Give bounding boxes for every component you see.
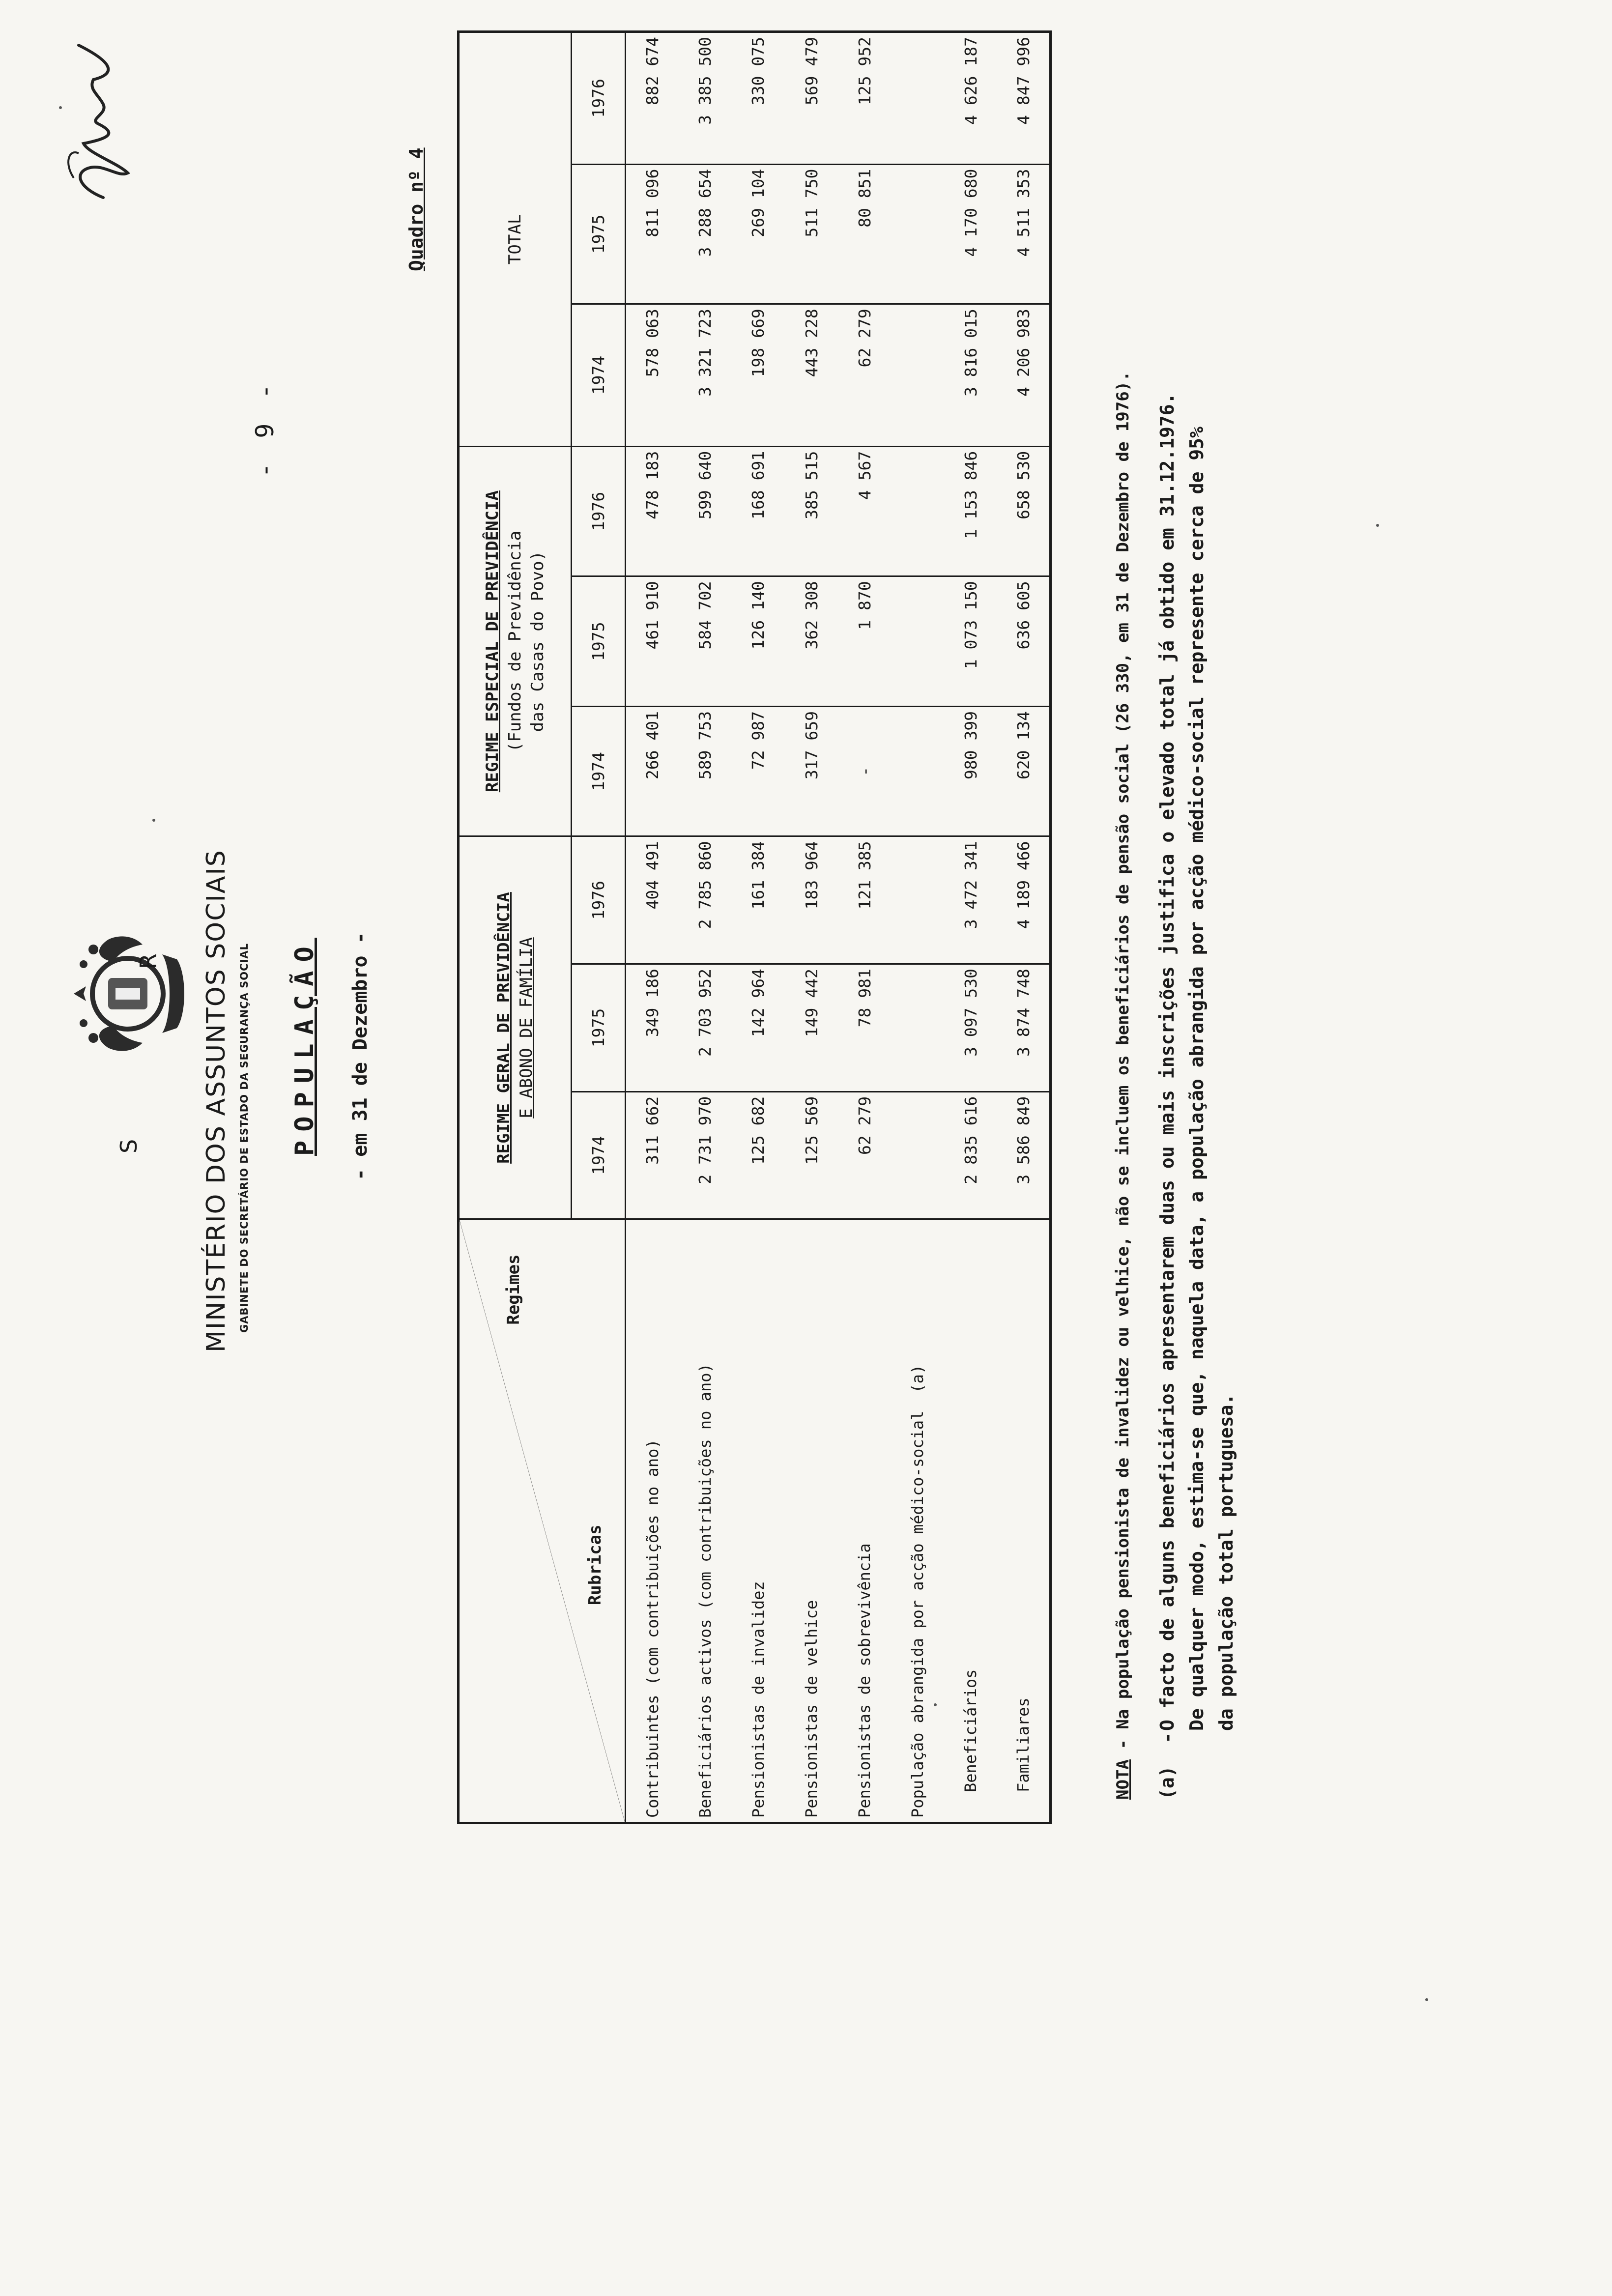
value-cell: 589 753	[679, 707, 732, 836]
value-cell: 2 835 616	[944, 1091, 997, 1219]
row-label: População abrangida por acção médico-social	[908, 1410, 927, 1818]
value-cell: 3 874 748	[997, 964, 1050, 1092]
value-cell	[891, 836, 944, 964]
table-row	[838, 32, 891, 1823]
row-label: Beneficiários	[961, 1669, 980, 1792]
row-label: Familiares	[1014, 1697, 1033, 1792]
value-cell: 269 104	[732, 164, 785, 304]
row-label: Contribuintes (com contribuições no ano)	[643, 1439, 662, 1818]
year-header: 1974	[572, 707, 626, 836]
value-cell: 125 682	[732, 1091, 785, 1219]
value-cell: 3 586 849	[997, 1091, 1050, 1219]
table-row	[944, 32, 997, 1823]
row-label: Pensionistas de velhice	[802, 1600, 821, 1818]
scan-speck	[934, 1703, 937, 1706]
value-cell: 125 952	[838, 32, 891, 165]
scan-speck	[1376, 524, 1379, 527]
value-cell: 478 183	[626, 446, 679, 576]
nota-line	[1113, 371, 1133, 1800]
value-cell: 149 442	[785, 964, 838, 1092]
value-cell: 599 640	[679, 446, 732, 576]
coat-of-arms-emblem	[64, 920, 197, 1067]
value-cell: 3 816 015	[944, 304, 997, 447]
header-left-letter: S	[115, 1137, 142, 1153]
population-table	[457, 30, 1052, 1824]
value-cell: 385 515	[785, 446, 838, 576]
nota-label: NOTA	[1113, 1759, 1133, 1800]
scan-speck	[152, 819, 155, 822]
value-cell: 4 170 680	[944, 164, 997, 304]
value-cell: 584 702	[679, 576, 732, 707]
value-cell: 72 987	[732, 707, 785, 836]
value-cell: 317 659	[785, 707, 838, 836]
corner-header-cell	[459, 1219, 626, 1823]
value-cell: 569 479	[785, 32, 838, 165]
group-header-total: TOTAL	[459, 32, 572, 447]
value-cell	[891, 707, 944, 836]
year-header: 1976	[572, 446, 626, 576]
year-header: 1974	[572, 1091, 626, 1219]
value-cell: 62 279	[838, 1091, 891, 1219]
scan-speck	[59, 106, 62, 109]
table-body	[626, 32, 1051, 1823]
value-cell: 125 569	[785, 1091, 838, 1219]
handwritten-signature	[59, 30, 143, 207]
value-cell: 2 785 860	[679, 836, 732, 964]
quadro-number: Quadro nº 4	[405, 147, 427, 271]
row-label-cell	[785, 1219, 838, 1823]
footnote-a-line2: De qualquer modo, estima-se que, naquela data, a população abrangida por acção médico-social represente cerca de 95%	[1186, 427, 1208, 1731]
nota-text: - Na população pensionista de invalidez ou velhice, não se incluem os beneficiários de pensão social (26 330, em 31 de Dezembro de 1976).	[1113, 371, 1133, 1760]
value-cell: 311 662	[626, 1091, 679, 1219]
value-cell: 404 491	[626, 836, 679, 964]
value-cell	[891, 164, 944, 304]
document-subtitle: - em 31 de Dezembro -	[349, 932, 372, 1180]
value-cell: 511 750	[785, 164, 838, 304]
footnote-a-line3: da população total portuguesa.	[1215, 1393, 1237, 1731]
row-label-cell	[891, 1219, 944, 1823]
year-header: 1975	[572, 576, 626, 707]
page-number: - 9 -	[251, 379, 279, 478]
footnote-a-line1: O facto de alguns beneficiários apresentarem duas ou mais inscrições justifica o elevado total já obtido em 31.12.1976.	[1156, 393, 1178, 1731]
value-cell: 1 153 846	[944, 446, 997, 576]
value-cell: 3 385 500	[679, 32, 732, 165]
value-cell: 80 851	[838, 164, 891, 304]
table-row	[785, 32, 838, 1823]
ministry-name: MINISTÉRIO DOS ASSUNTOS SOCIAIS	[202, 849, 231, 1352]
value-cell: 362 308	[785, 576, 838, 707]
value-cell	[891, 32, 944, 165]
value-cell: 161 384	[732, 836, 785, 964]
value-cell	[891, 1091, 944, 1219]
value-cell: 78 981	[838, 964, 891, 1092]
value-cell: 4 626 187	[944, 32, 997, 165]
value-cell: 980 399	[944, 707, 997, 836]
year-header: 1976	[572, 32, 626, 165]
value-cell: 882 674	[626, 32, 679, 165]
value-cell: 578 063	[626, 304, 679, 447]
value-cell: 636 605	[997, 576, 1050, 707]
cabinet-name: GABINETE DO SECRETÁRIO DE ESTADO DA SEGURANÇA SOCIAL	[238, 943, 250, 1333]
value-cell: 266 401	[626, 707, 679, 836]
value-cell: 142 964	[732, 964, 785, 1092]
table-row	[891, 32, 944, 1823]
scan-speck	[1425, 1998, 1428, 2001]
year-header: 1975	[572, 164, 626, 304]
row-label: Pensionistas de sobrevivência	[855, 1543, 874, 1818]
value-cell: 4 511 353	[997, 164, 1050, 304]
document-title: POPULAÇÃO	[290, 938, 319, 1156]
value-cell: 198 669	[732, 304, 785, 447]
value-cell: 126 140	[732, 576, 785, 707]
value-cell: 461 910	[626, 576, 679, 707]
group-header-regime-especial: REGIME ESPECIAL DE PREVIDÊNCIA (Fundos de Previdência das Casas do Povo)	[459, 446, 572, 836]
value-cell: -	[838, 707, 891, 836]
value-cell: 349 186	[626, 964, 679, 1092]
table-row	[626, 32, 679, 1823]
value-cell	[891, 446, 944, 576]
value-cell: 3 321 723	[679, 304, 732, 447]
value-cell: 1 870	[838, 576, 891, 707]
value-cell: 4 847 996	[997, 32, 1050, 165]
row-label-cell	[997, 1219, 1050, 1823]
value-cell: 168 691	[732, 446, 785, 576]
year-header: 1975	[572, 964, 626, 1092]
table-row	[997, 32, 1050, 1823]
year-header: 1976	[572, 836, 626, 964]
value-cell: 3 472 341	[944, 836, 997, 964]
value-cell: 183 964	[785, 836, 838, 964]
row-label-cell	[838, 1219, 891, 1823]
value-cell: 811 096	[626, 164, 679, 304]
corner-regimes-label: Regimes	[504, 1254, 523, 1325]
value-cell: 620 134	[997, 707, 1050, 836]
row-label-cell	[944, 1219, 997, 1823]
value-cell: 3 097 530	[944, 964, 997, 1092]
value-cell: 4 567	[838, 446, 891, 576]
value-cell: 2 703 952	[679, 964, 732, 1092]
value-cell	[891, 964, 944, 1092]
footnote-a-label: (a) -	[1156, 1732, 1178, 1800]
row-label-cell	[626, 1219, 679, 1823]
row-label-note: (a)	[908, 1364, 927, 1393]
value-cell: 2 731 970	[679, 1091, 732, 1219]
row-label: Pensionistas de invalidez	[748, 1581, 768, 1818]
row-label: Beneficiários activos (com contribuições no ano)	[695, 1363, 715, 1818]
diagonal-divider	[460, 1220, 625, 1822]
header-right-letter: R	[135, 951, 162, 969]
value-cell: 4 206 983	[997, 304, 1050, 447]
value-cell: 4 189 466	[997, 836, 1050, 964]
value-cell	[891, 576, 944, 707]
corner-rubricas-label: Rubricas	[585, 1524, 605, 1606]
row-label-cell	[679, 1219, 732, 1823]
value-cell: 1 073 150	[944, 576, 997, 707]
value-cell: 443 228	[785, 304, 838, 447]
value-cell: 658 530	[997, 446, 1050, 576]
table-row	[732, 32, 785, 1823]
row-label-cell	[732, 1219, 785, 1823]
table-row	[679, 32, 732, 1823]
group-header-regime-geral: REGIME GERAL DE PREVIDÊNCIA E ABONO DE FAMÍLIA	[459, 836, 572, 1219]
year-header: 1974	[572, 304, 626, 447]
value-cell: 330 075	[732, 32, 785, 165]
value-cell: 121 385	[838, 836, 891, 964]
value-cell: 3 288 654	[679, 164, 732, 304]
value-cell	[891, 304, 944, 447]
value-cell: 62 279	[838, 304, 891, 447]
